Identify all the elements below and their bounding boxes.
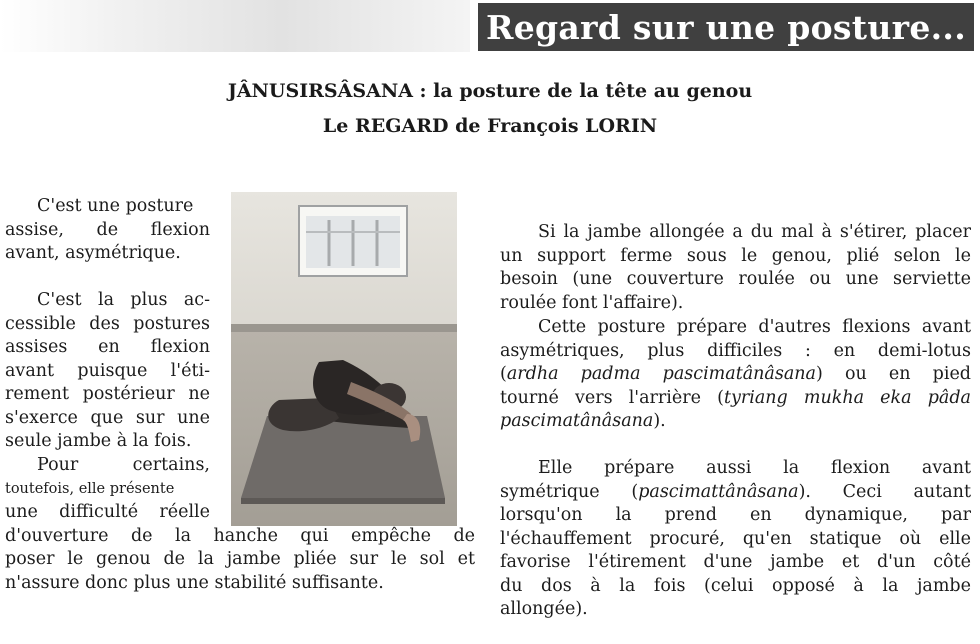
left-paragraph-1 [5, 195, 210, 266]
text-line: lorsqu'on la prend en dynamique, par [500, 505, 971, 525]
text-line: l'échauffement procuré, qu'en statique où elle [500, 528, 971, 549]
header-fade-band [0, 0, 470, 52]
right-paragraph-1 [500, 221, 971, 315]
sanskrit-term: pascimatânâsana [500, 411, 654, 431]
text-line: Si la jambe allongée a du mal à s'étirer, placer [538, 222, 971, 242]
text-line: du dos à la fois (celui opposé à la jambe [500, 575, 971, 596]
text-line: tourné vers l'arrière (tyriang mukha eka pâda [500, 387, 971, 408]
text-line: asymétriques, plus difficiles : en demi-lotus [500, 340, 971, 361]
text-line: d'ouverture de la hanche qui empêche de [5, 525, 475, 546]
text-line: Elle prépare aussi la flexion avant [538, 458, 971, 478]
right-paragraph-3 [500, 457, 971, 622]
text-line: avant puisque l'éti- [5, 360, 210, 381]
text-line: un support ferme sous le genou, plié selon le [500, 245, 971, 266]
text-line: toutefois, elle présente [5, 480, 175, 497]
text-line: C'est la plus ac- [37, 290, 210, 310]
text-line: une difficulté réelle [5, 502, 210, 522]
text-line: pascimatânâsana). [500, 411, 666, 431]
text-line: symétrique (pascimattânâsana). Ceci autant [500, 481, 971, 502]
text-line: Cette posture prépare d'autres flexions avant [538, 317, 971, 337]
sanskrit-term: pascimattânâsana [638, 481, 799, 502]
text-line: avant, asymétrique. [5, 243, 181, 263]
text-line: cessible des postures [5, 313, 210, 334]
right-paragraph-2 [500, 316, 971, 434]
text-line: poser le genou de la jambe pliée sur le sol et [5, 549, 475, 569]
text-line: besoin (une couverture roulée ou une serviette [500, 269, 971, 289]
posture-photo-illustration [231, 192, 457, 526]
text-line: Pour certains, [37, 455, 210, 475]
text-line: assises en flexion [5, 337, 210, 357]
header-banner [478, 3, 974, 51]
sanskrit-term: tyriang mukha eka pâda [723, 387, 971, 408]
text-line: seule jambe à la fois. [5, 431, 192, 451]
text-line: allongée). [500, 599, 588, 619]
left-paragraph-2 [5, 289, 210, 454]
text-line: (ardha padma pascimatânâsana) ou en pied [500, 364, 972, 384]
header-title: Regard sur une posture... [486, 7, 966, 47]
posture-photo [231, 192, 457, 526]
posture-name-heading: JÂNUSIRSÂSANA : la posture de la tête au genou [227, 80, 753, 102]
text-line: roulée font l'affaire). [500, 292, 684, 313]
text-line: s'exerce que sur une [5, 407, 210, 428]
text-line: rement postérieur ne [5, 384, 210, 404]
text-line: n'assure donc plus une stabilité suffisante. [5, 572, 384, 593]
text-line: assise, de flexion [5, 219, 210, 240]
author-heading: Le REGARD de François LORIN [322, 115, 658, 137]
sanskrit-term: ardha padma pascimatânâsana [506, 364, 816, 384]
text-line: C'est une posture [37, 196, 194, 216]
text-line: favorise l'étirement d'une jambe et d'un côté [500, 552, 971, 572]
